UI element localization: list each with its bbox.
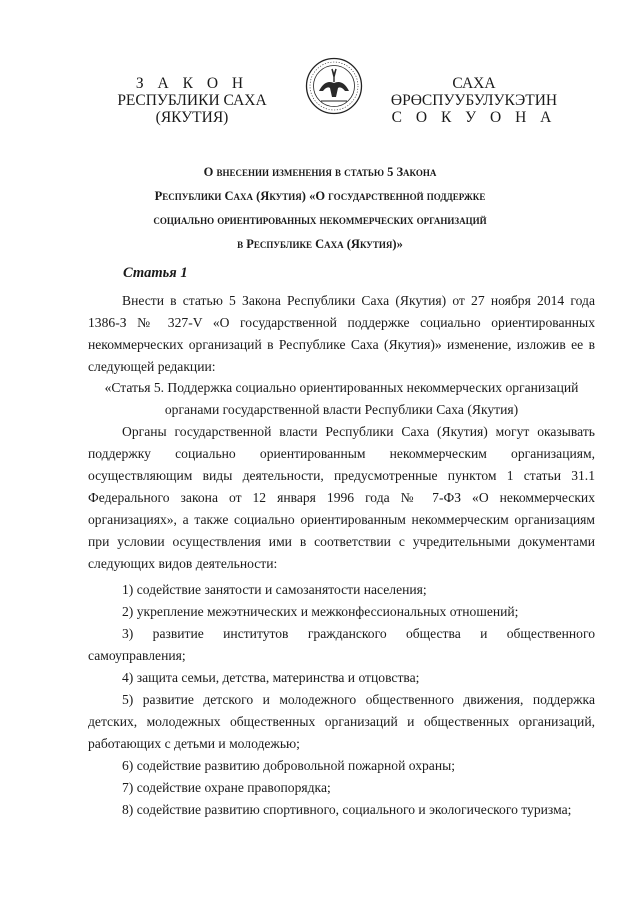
quoted-article-title-line2: органами государственной власти Республики Саха (Якутия) xyxy=(164,402,519,417)
quoted-article-title-line1: «Статья 5. Поддержка социально ориентированных некоммерческих организаций xyxy=(104,380,579,395)
article-heading: Статья 1 xyxy=(123,265,188,281)
header-left xyxy=(82,75,302,126)
list-item: 4) защита семьи, детства, материнства и отцовства; xyxy=(122,670,420,685)
list-item: 8) содействие развитию спортивного, социального и экологического туризма; xyxy=(122,802,572,817)
header-left-line2: РЕСПУБЛИКИ САХА (ЯКУТИЯ) xyxy=(117,92,267,126)
law-title-line3: социально ориентированных некоммерческих организаций xyxy=(153,213,487,227)
article-paragraph: Органы государственной власти Республики Саха (Якутия) могут оказывать поддержку социально ориентированным некоммерческим организациям, осуществляющим виды деятельности, предусмотренные пунктом 1 статьи 31.1 Федерального закона от 12 января 1996 года № 7-ФЗ «О некоммерческих организациях», а также социально ориентированным некоммерческим организациям при условии осуществления ими в соответствии с учредительными документами следующих видов деятельности: xyxy=(88,424,595,571)
header-right-line2: С О К У О Н А xyxy=(391,109,557,126)
law-title-line2: Республики Саха (Якутия) «О государственной поддержке xyxy=(154,189,486,203)
list-item: 5) развитие детского и молодежного общественного движения, поддержка детских, молодежных общественных организаций и общественных организаций, работающих с детьми и молодежью; xyxy=(88,692,595,751)
list-item: 6) содействие развитию добровольной пожарной охраны; xyxy=(122,758,456,773)
law-title xyxy=(60,160,580,256)
activity-list xyxy=(88,579,595,821)
header-left-line1: З А К О Н xyxy=(135,75,249,92)
article-paragraph-block xyxy=(88,421,595,575)
quoted-article-title xyxy=(88,377,595,421)
list-item: 2) укрепление межэтнических и межконфессиональных отношений; xyxy=(122,604,519,619)
list-item: 1) содействие занятости и самозанятости населения; xyxy=(122,582,427,597)
header-right-line1: САХА ӨРӨСПУУБУЛУКЭТИН xyxy=(390,75,558,109)
list-item: 7) содействие охране правопорядка; xyxy=(122,780,331,795)
law-title-line4: в Республике Саха (Якутия)» xyxy=(237,237,403,251)
header-right xyxy=(368,75,580,126)
article-intro: Внести в статью 5 Закона Республики Саха (Якутия) от 27 ноября 2014 года 1386-З № 327-V «О государственной поддержке социально ориентированных некоммерческих организаций в Республике Саха (Якутия)» изменение, изложив ее в следующей редакции: xyxy=(88,293,595,374)
coat-of-arms-icon xyxy=(305,57,363,115)
article-intro-block xyxy=(88,290,595,378)
list-item: 3) развитие институтов гражданского общества и общественного самоуправления; xyxy=(88,626,595,663)
law-title-line1: О внесении изменения в статью 5 Закона xyxy=(203,165,437,179)
